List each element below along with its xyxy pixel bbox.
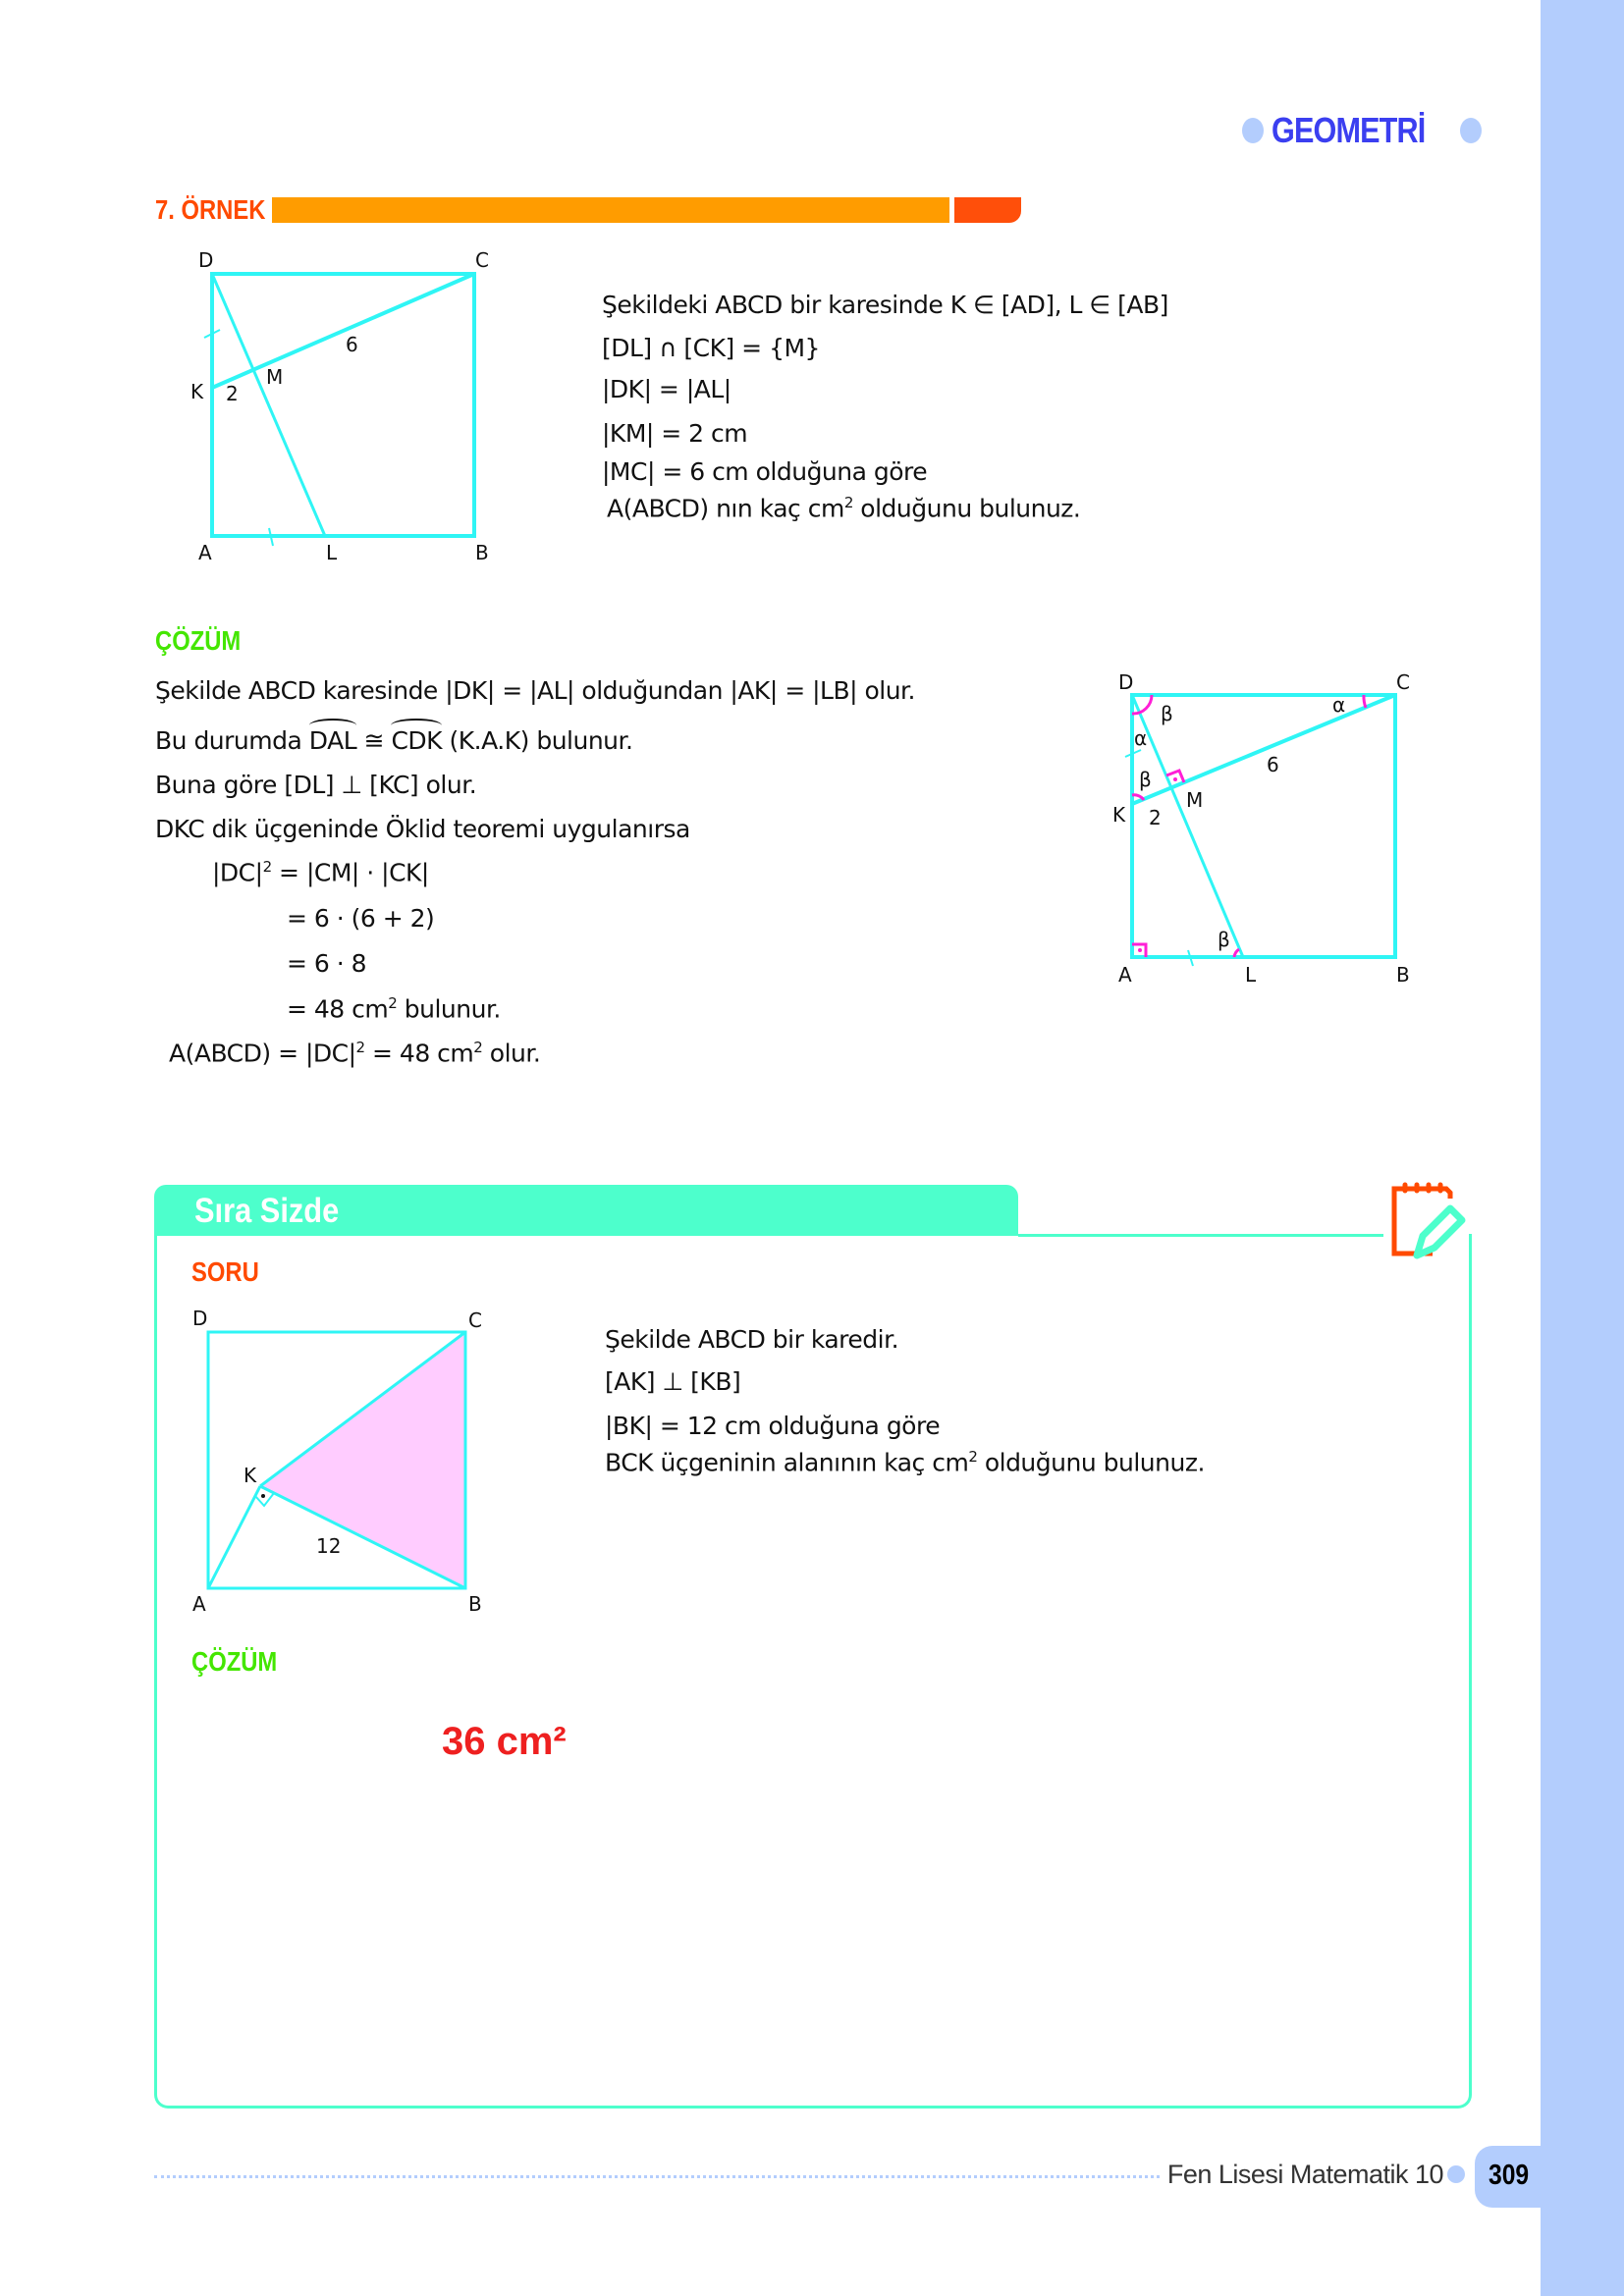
superscript: 2 (968, 1448, 978, 1466)
superscript: 2 (843, 494, 853, 511)
label-kb: 12 (316, 1534, 342, 1558)
text: olur. (482, 1039, 541, 1068)
label-mc: 6 (1267, 753, 1279, 776)
problem-line: |KM| = 2 cm (602, 419, 748, 448)
label-l: L (1245, 963, 1257, 987)
superscript: 2 (262, 858, 272, 876)
superscript: 2 (473, 1039, 483, 1056)
label-d: D (1118, 670, 1134, 694)
practice-title: Sıra Sizde (194, 1192, 340, 1230)
text: = 48 cm (364, 1039, 474, 1068)
square-abcd (212, 274, 474, 536)
question-label: SORU (191, 1256, 259, 1287)
angle-cdk: CDK (391, 726, 443, 755)
problem-line: |MC| = 6 cm olduğuna göre (602, 457, 928, 486)
text: (K.A.K) bulunur. (442, 726, 633, 755)
label-d: D (198, 248, 214, 272)
label-m: M (1186, 788, 1204, 812)
text: = 48 cm (287, 994, 389, 1024)
text: A(ABCD) = |DC| (169, 1039, 356, 1068)
footer-dot-icon (1447, 2165, 1465, 2183)
text: = |CM| · |CK| (271, 858, 429, 887)
question-line: |BK| = 12 cm olduğuna göre (605, 1412, 941, 1440)
label-beta: β (1139, 768, 1152, 791)
question-line: [AK] ⊥ [KB] (605, 1367, 741, 1396)
label-alpha: α (1332, 693, 1346, 717)
problem-line: |DK| = |AL| (602, 375, 731, 403)
text: olduğunu bulunuz. (977, 1448, 1205, 1477)
example-label: 7. ÖRNEK (155, 194, 266, 225)
label-c: C (475, 248, 489, 272)
label-l: L (326, 541, 338, 564)
right-angle-dot (1173, 777, 1177, 781)
label-m: M (266, 365, 284, 389)
right-angle-dot (261, 1494, 265, 1498)
label-km: 2 (1149, 806, 1162, 829)
label-a: A (192, 1592, 206, 1616)
text: A(ABCD) nın kaç cm (607, 494, 844, 523)
label-c: C (1396, 670, 1410, 694)
label-k: K (1112, 803, 1126, 827)
segment-kc (212, 274, 474, 388)
label-a: A (198, 541, 212, 564)
angle-marks (1132, 695, 1366, 957)
text: Bu durumda (155, 726, 309, 755)
question-line: Şekilde ABCD bir karedir. (605, 1325, 899, 1354)
solution-figure (1125, 695, 1395, 966)
page-number: 309 (1489, 2160, 1530, 2191)
book-title: Fen Lisesi Matematik 10 (1160, 2160, 1443, 2190)
solution-line: DKC dik üçgeninde Öklid teoremi uygulanırsa (155, 815, 690, 843)
example-figure (204, 274, 474, 546)
square-abcd (1132, 695, 1395, 957)
superscript: 2 (355, 1039, 365, 1056)
text: olduğunu bulunuz. (852, 494, 1081, 523)
label-beta: β (1161, 702, 1173, 725)
example-figure-labels (190, 248, 489, 564)
label-alpha: α (1134, 726, 1148, 750)
problem-line: [DL] ∩ [CK] = {M} (602, 334, 820, 362)
label-a: A (1118, 963, 1132, 987)
practice-solution-label: ÇÖZÜM (191, 1646, 278, 1677)
right-angle-dot (1138, 948, 1142, 952)
answer-text: 36 cm² (442, 1720, 567, 1763)
solution-line: = 6 · (6 + 2) (287, 904, 435, 933)
solution-line: Şekilde ABCD karesinde |DK| = |AL| olduğundan |AK| = |LB| olur. (155, 676, 915, 705)
label-mc: 6 (346, 333, 358, 356)
segment-ak (208, 1486, 260, 1588)
solution-line: = 6 · 8 (287, 949, 367, 978)
label-beta: β (1218, 928, 1230, 951)
label-km: 2 (226, 382, 239, 405)
label-c: C (468, 1308, 482, 1332)
solution-figure-labels (1112, 670, 1410, 987)
text: |DC| (212, 858, 263, 887)
solution-line: Buna göre [DL] ⊥ [KC] olur. (155, 771, 477, 799)
shaded-triangle-bck (260, 1332, 465, 1588)
label-k: K (244, 1464, 257, 1487)
angle-dal: DAL (308, 726, 357, 755)
problem-line: Şekildeki ABCD bir karesinde K ∈ [AD], L ∈ [AB] (602, 291, 1168, 319)
superscript: 2 (388, 994, 398, 1012)
text: bulunur. (397, 994, 501, 1024)
label-k: K (190, 380, 204, 403)
section-title: GEOMETRİ (1272, 110, 1426, 150)
footer-dotted-line (154, 2175, 1189, 2178)
text: ≅ (356, 726, 392, 755)
label-d: D (192, 1307, 208, 1330)
label-b: B (475, 541, 489, 564)
label-b: B (1396, 963, 1410, 987)
solution-label: ÇÖZÜM (155, 625, 242, 656)
label-b: B (468, 1592, 482, 1616)
text: BCK üçgeninin alanının kaç cm (605, 1448, 969, 1477)
